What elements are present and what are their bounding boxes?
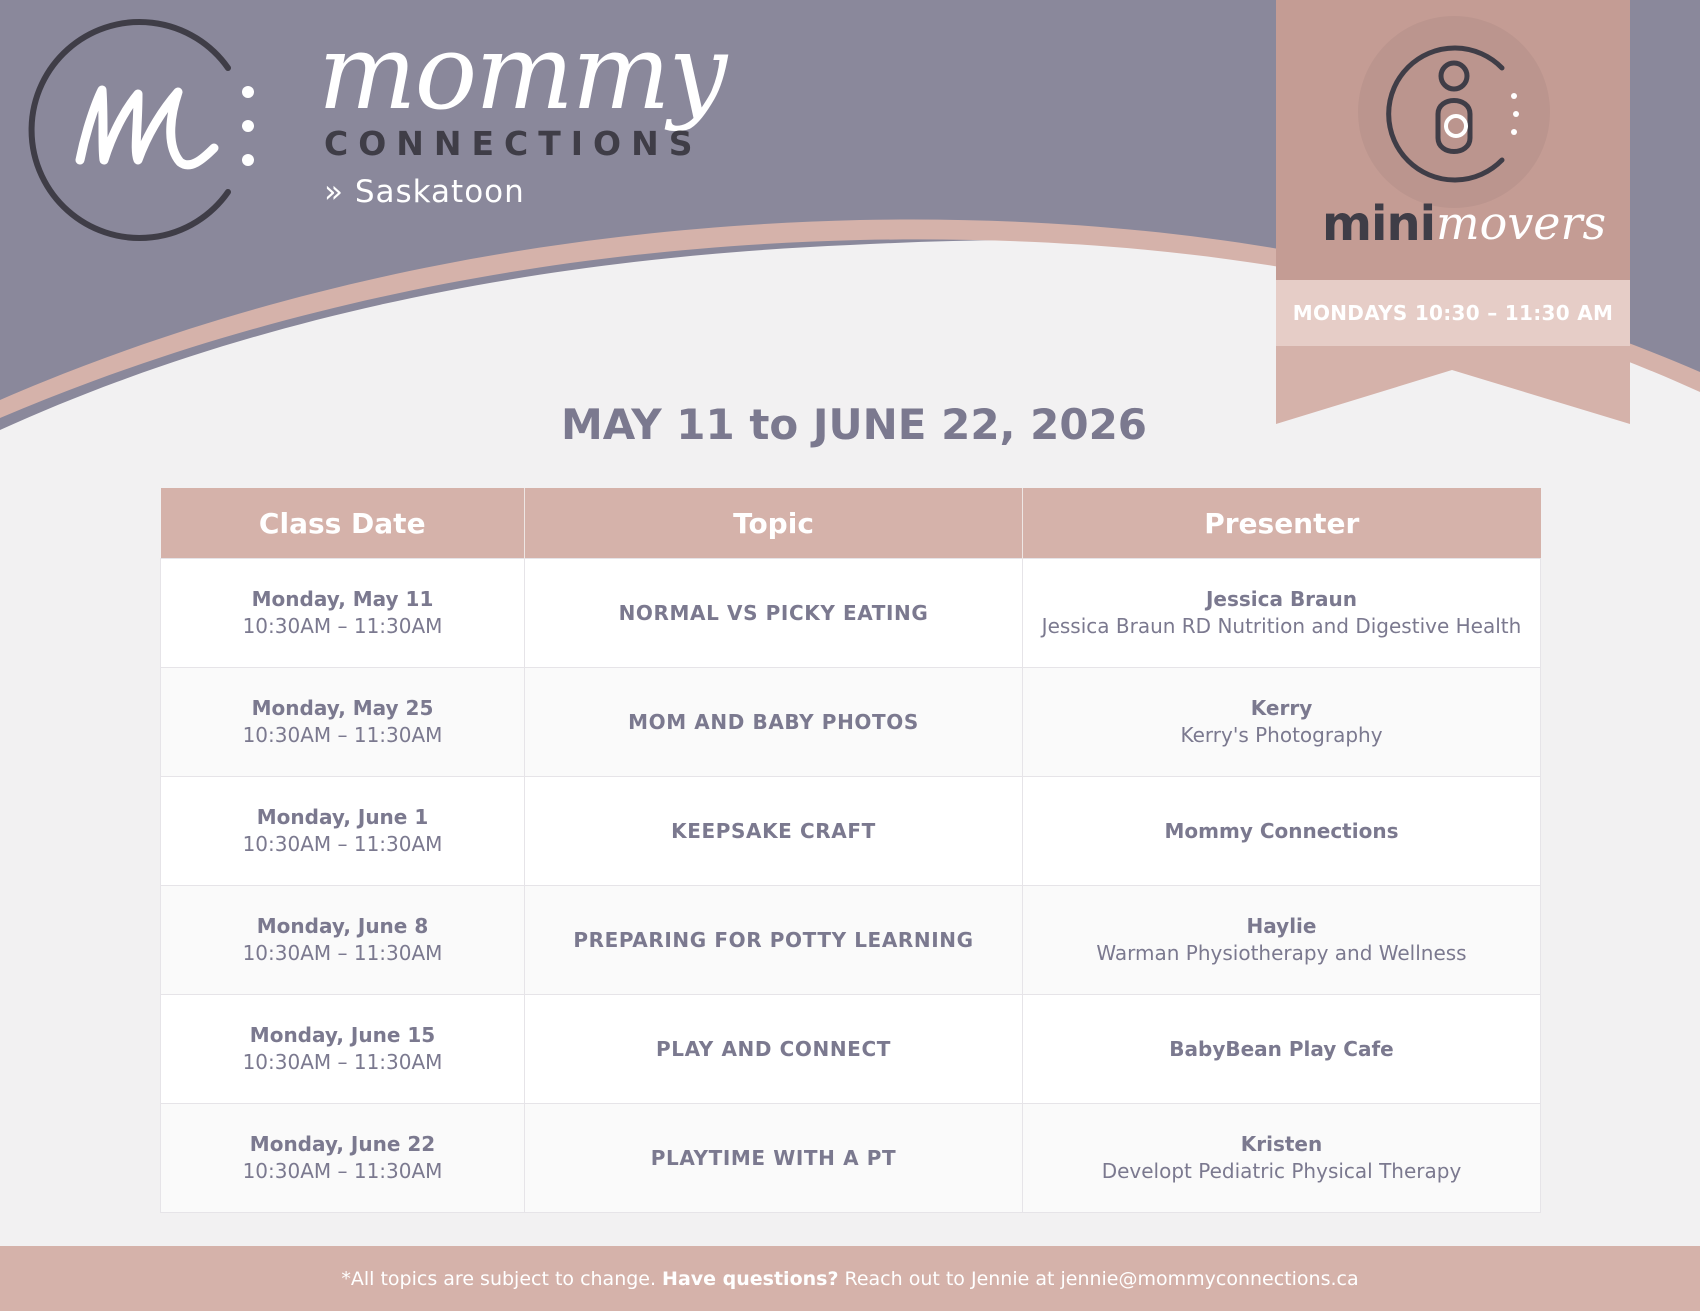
table-row — [161, 777, 1541, 886]
table-row — [161, 559, 1541, 668]
table-header-row — [161, 488, 1541, 559]
brand-city: » Saskatoon — [324, 174, 525, 210]
presenter-name: Jessica Braun — [1205, 587, 1358, 611]
presenter-organization: Warman Physiotherapy and Wellness — [1096, 941, 1467, 965]
presenter-organization: Developt Pediatric Physical Therapy — [1101, 1159, 1462, 1183]
program-schedule: MONDAYS 10:30 – 11:30 AM — [1292, 301, 1614, 325]
class-date-cell — [161, 1104, 525, 1213]
column-header-topic: Topic — [525, 488, 1023, 559]
topic: NORMAL VS PICKY EATING — [618, 601, 929, 625]
presenter-organization: Kerry's Photography — [1180, 723, 1383, 747]
brand-logo-icon — [18, 10, 258, 250]
class-date-cell — [161, 777, 525, 886]
topic: MOM AND BABY PHOTOS — [628, 710, 919, 734]
presenter-organization: Jessica Braun RD Nutrition and Digestive Health — [1041, 614, 1522, 638]
presenter-cell — [1023, 1104, 1541, 1213]
topic-cell — [525, 1104, 1023, 1213]
class-time: 10:30AM – 11:30AM — [242, 614, 443, 638]
footer-question: Have questions? — [662, 1267, 839, 1290]
date-range-title: MAY 11 to JUNE 22, 2026 — [560, 400, 1148, 449]
presenter-cell — [1023, 995, 1541, 1104]
column-header-class-date: Class Date — [161, 488, 525, 559]
table-row — [161, 886, 1541, 995]
presenter-cell — [1023, 886, 1541, 995]
class-time: 10:30AM – 11:30AM — [242, 832, 443, 856]
class-date-cell — [161, 668, 525, 777]
class-date-cell — [161, 995, 525, 1104]
class-date-cell — [161, 886, 525, 995]
footer-contact[interactable]: Reach out to Jennie at jennie@mommyconnections.ca — [844, 1267, 1359, 1290]
mini-movers-baby-icon — [1356, 16, 1556, 216]
topic-cell — [525, 886, 1023, 995]
brand-subtitle: CONNECTIONS — [324, 124, 703, 163]
class-date: Monday, June 1 — [256, 805, 429, 829]
column-header-presenter: Presenter — [1023, 488, 1541, 559]
schedule-table — [160, 488, 1541, 1213]
class-date: Monday, June 8 — [256, 914, 429, 938]
topic: PLAYTIME WITH A PT — [650, 1146, 897, 1170]
topic: PREPARING FOR POTTY LEARNING — [573, 928, 974, 952]
topic: PLAY AND CONNECT — [656, 1037, 891, 1061]
table-row — [161, 1104, 1541, 1213]
presenter-cell — [1023, 559, 1541, 668]
class-date: Monday, May 11 — [251, 587, 434, 611]
class-date: Monday, June 15 — [249, 1023, 436, 1047]
presenter-name: Kristen — [1240, 1132, 1323, 1156]
class-time: 10:30AM – 11:30AM — [242, 723, 443, 747]
presenter-cell — [1023, 777, 1541, 886]
topic-cell — [525, 995, 1023, 1104]
presenter-name: Haylie — [1246, 914, 1317, 938]
class-time: 10:30AM – 11:30AM — [242, 1159, 443, 1183]
class-date-cell — [161, 559, 525, 668]
topic-cell — [525, 559, 1023, 668]
class-time: 10:30AM – 11:30AM — [242, 941, 443, 965]
table-row — [161, 995, 1541, 1104]
footer-note: *All topics are subject to change. — [341, 1267, 657, 1290]
class-date: Monday, June 22 — [249, 1132, 436, 1156]
topic-cell — [525, 668, 1023, 777]
program-name-script: movers — [1436, 196, 1607, 250]
program-name-bold: mini — [1322, 196, 1436, 252]
brand-name: mommy — [318, 11, 726, 133]
class-date: Monday, May 25 — [251, 696, 434, 720]
presenter-name: Mommy Connections — [1164, 818, 1399, 843]
table-row — [161, 668, 1541, 777]
presenter-cell — [1023, 668, 1541, 777]
presenter-name: BabyBean Play Cafe — [1169, 1036, 1394, 1061]
footer-bar — [0, 1246, 1700, 1311]
topic-cell — [525, 777, 1023, 886]
presenter-name: Kerry — [1250, 696, 1313, 720]
class-time: 10:30AM – 11:30AM — [242, 1050, 443, 1074]
topic: KEEPSAKE CRAFT — [671, 819, 876, 843]
